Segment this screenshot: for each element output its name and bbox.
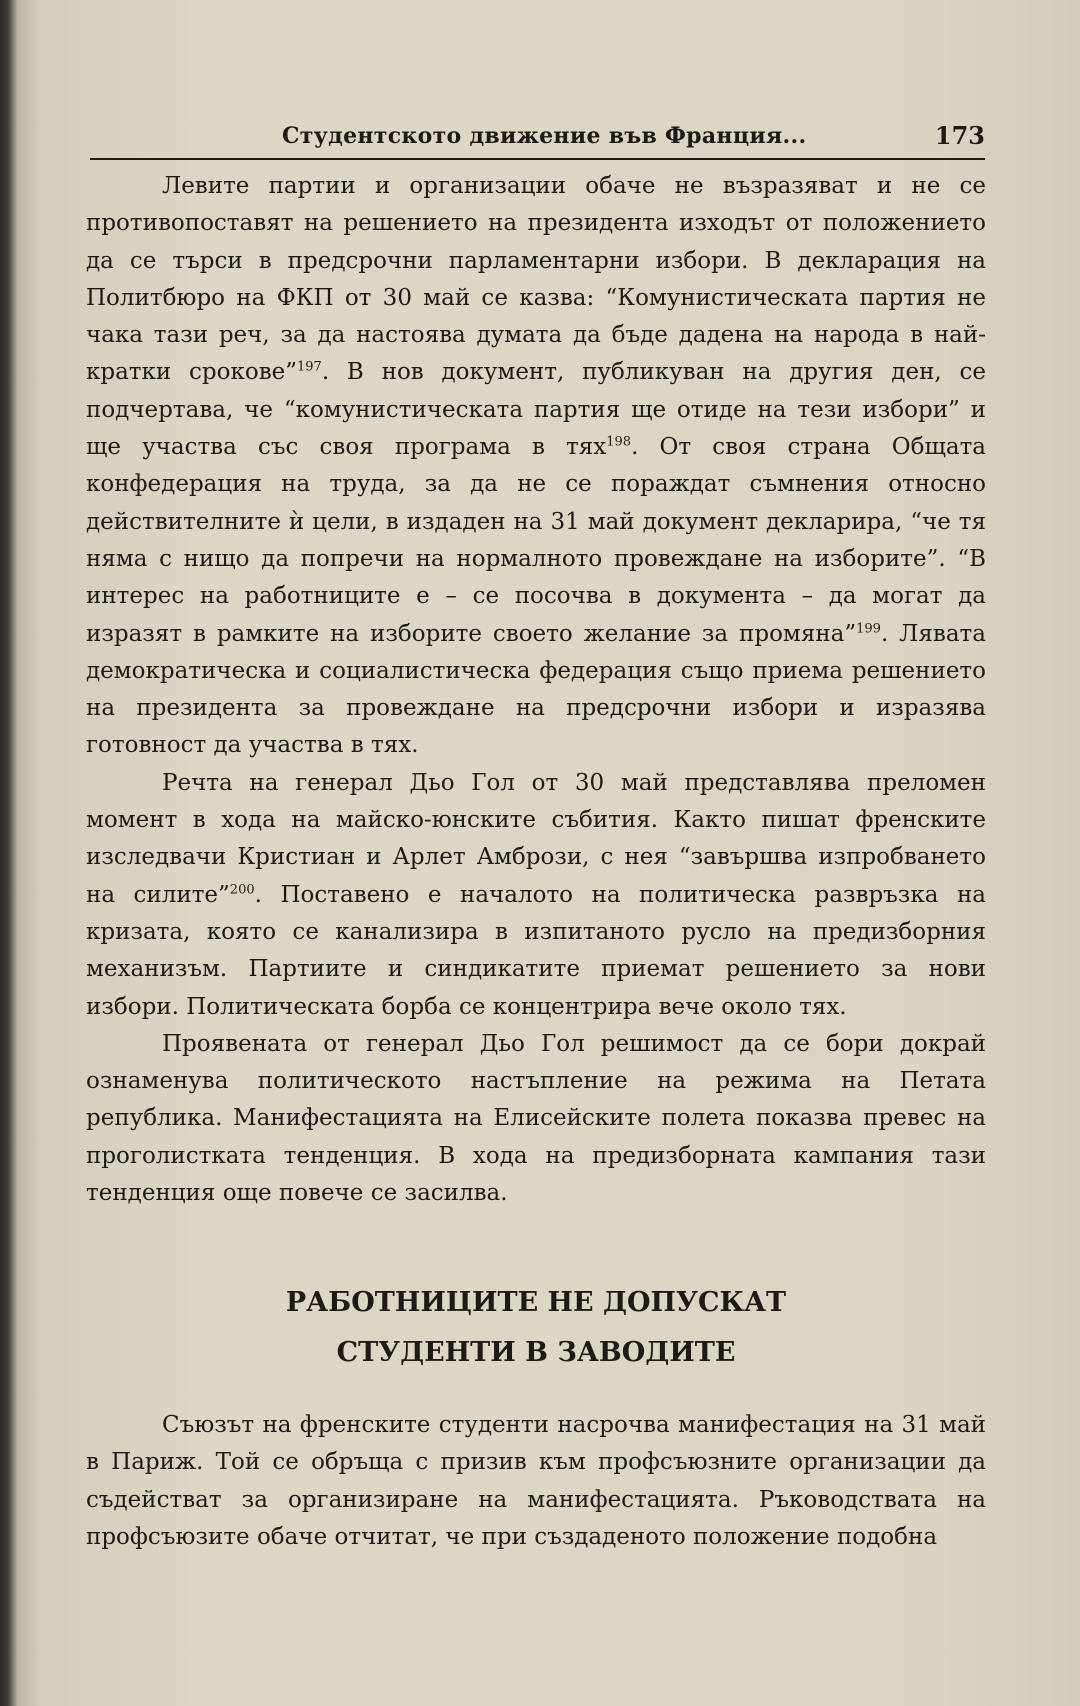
page-number: 173 [934, 121, 985, 150]
section-heading-line-1: РАБОТНИЦИТЕ НЕ ДОПУСКАТ [285, 1287, 787, 1318]
paragraph-2 [86, 765, 986, 1026]
paragraph-text: . В нов документ, публикуван на другия ден, се подчертава, че “комунистическата партия ще отиде на тези избори” и ще участва със своя програма в тях [86, 359, 986, 461]
section-body [86, 1407, 986, 1556]
page-header [90, 118, 985, 158]
section-heading-line-2: СТУДЕНТИ В ЗАВОДИТЕ [336, 1337, 736, 1368]
section-paragraph: Съюзът на френските студенти насрочва манифестация на 31 май в Париж. Той се обръща с призив към профсъюзните организации да съдействат за организиране на манифестацията. Ръководствата на профсъюзите обаче отчитат, че при създаденото положение подобна [86, 1412, 986, 1550]
footnote-ref-198: 198 [606, 434, 632, 450]
paragraph-text: Проявената от генерал Дьо Гол решимост да се бори докрай ознаменува политическото настъпление на режима на Петата република. Манифестацията на Елисейските полета показва превес на проголисткатa тенденция. В хода на предизборната кампания тази тенденция още повече се засилва. [86, 1030, 986, 1207]
paragraph-text: . Поставено е началото на политическа развръзка на кризата, която се канализира в изпитаното русло на предизборния механизъм. Партиите и синдикатите приемат решението за нови избори. Политическата борба се концентрира вече около тях. [86, 881, 986, 1020]
paragraph-text: Речта на генерал Дьо Гол от 30 май представлява преломен момент в хода на майско-юнските събития. Както пишат френските изследвачи Кристиан и Арлет Амбрози, с нея “завършва изпробването на силите” [86, 769, 986, 908]
header-rule [90, 158, 985, 160]
footnote-ref-200: 200 [229, 881, 255, 897]
running-title: Студентското движение във Франция... [282, 123, 807, 149]
footnote-ref-199: 199 [856, 620, 881, 636]
paragraph-1 [86, 168, 986, 765]
section-heading [86, 1278, 986, 1378]
body-text [86, 168, 986, 1212]
paragraph-text: Левите партии и организации обаче не възразяват и не се противопоставят на решението на президента изходът от положението да се търси в предсрочни парламентарни избори. В декларация на Политбюро на ФКП от 30 май се казва: “Комунистическата партия не чака тази реч, за да настоява думата да бъде дадена на народа в най-кратки срокове” [86, 173, 986, 386]
footnote-ref-197: 197 [297, 359, 322, 375]
paragraph-text: . Лявата демократическа и социалистическа федерация също приема решението на президента за провеждане на предсрочни избори и изразява готовност да участва в тях. [86, 620, 986, 759]
paragraph-text: . От своя страна Общата конфедерация на труда, за да не се пораждат съмнения относно действителните ѝ цели, в издаден на 31 май документ декларира, “че тя няма с нищо да попречи на нормалното провеждане на изборите”. “В интерес на работниците е – се посочва в документа – да могат да изразят в рамките на изборите своето желание за промяна” [86, 434, 987, 647]
paragraph-3 [86, 1026, 986, 1212]
